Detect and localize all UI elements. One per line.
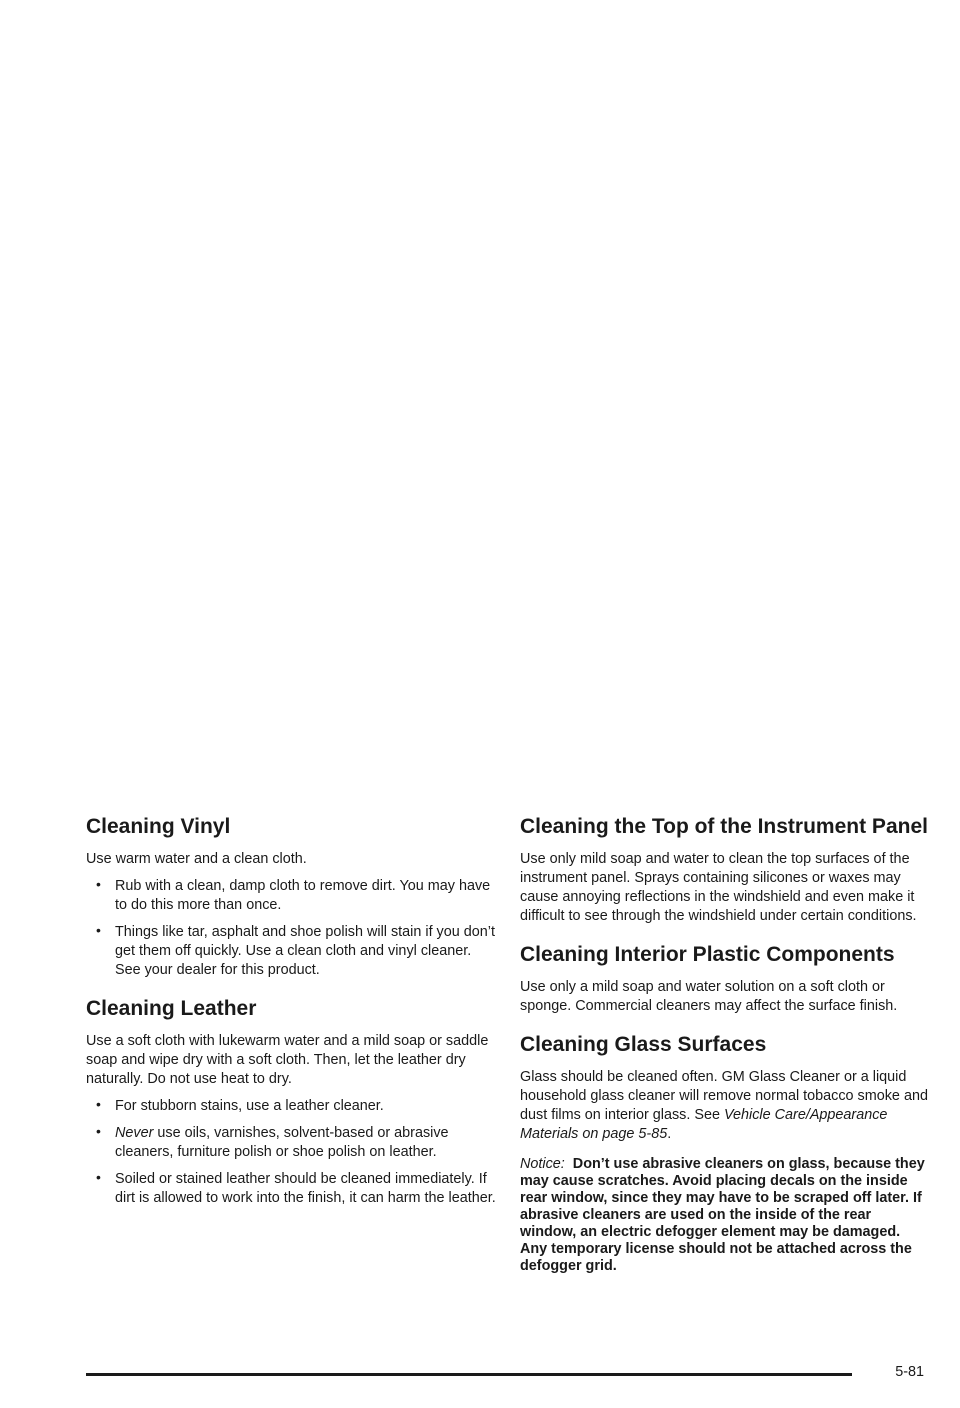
plastic-body: Use only a mild soap and water solution on a soft cloth or sponge. Commercial cleaners may affect the surface finish. [520, 979, 898, 1014]
list-item-text: Rub with a clean, damp cloth to remove dirt. You may have to do this more than once. [115, 878, 491, 913]
list-item-text: For stubborn stains, use a leather cleaner. [115, 1098, 384, 1114]
list-item-text: use oils, varnishes, solvent-based or abrasive cleaners, furniture polish or shoe polish on leather. [115, 1125, 449, 1160]
heading-cleaning-leather: Cleaning Leather [86, 997, 257, 1020]
bullet-icon: • [96, 1096, 101, 1112]
list-item [86, 1097, 496, 1116]
bullet-icon: • [96, 876, 101, 892]
heading-cleaning-vinyl: Cleaning Vinyl [86, 815, 231, 838]
notice-block [520, 1156, 930, 1275]
heading-cleaning-instrument-panel: Cleaning the Top of the Instrument Panel [520, 815, 928, 838]
heading-cleaning-plastic: Cleaning Interior Plastic Components [520, 943, 895, 966]
glass-body-text: Glass should be cleaned often. GM Glass Cleaner or a liquid household glass cleaner will remove normal tobacco smoke and dust films on interior glass. See [520, 1069, 928, 1123]
glass-body-end: . [667, 1126, 672, 1142]
notice-text: Don’t use abrasive cleaners on glass, because they may cause scratches. Avoid placing decals on the inside rear window, since they may have to be scraped off later. If abrasive cleaners are used on the inside of the rear window, an electric defogger element may be damaged. Any temporary license should not be attached across the defogger grid. [520, 1156, 925, 1274]
cross-reference-link[interactable]: Vehicle Care/Appearance Materials on page 5-85 [520, 1107, 888, 1142]
bullet-icon: • [96, 1123, 101, 1139]
list-item [86, 1124, 496, 1162]
leather-bullet-list [86, 1097, 496, 1208]
heading-cleaning-glass: Cleaning Glass Surfaces [520, 1033, 767, 1056]
left-column [86, 812, 496, 1216]
right-column [520, 812, 930, 1283]
list-item [86, 877, 496, 915]
bullet-icon: • [96, 1169, 101, 1185]
list-item-text: Soiled or stained leather should be cleaned immediately. If dirt is allowed to work into the finish, it can harm the leather. [115, 1171, 496, 1206]
emphasis-never: Never [115, 1125, 154, 1141]
vinyl-intro: Use warm water and a clean cloth. [86, 851, 307, 867]
notice-label: Notice: [520, 1156, 565, 1172]
vinyl-bullet-list [86, 877, 496, 980]
instrument-panel-body: Use only mild soap and water to clean the top surfaces of the instrument panel. Sprays containing silicones or waxes may cause annoying reflections in the windshield and even make it difficult to see through the windshield under certain conditions. [520, 851, 917, 924]
page-number: 5-81 [895, 1364, 924, 1380]
glass-body [520, 1068, 930, 1144]
list-item-text: Things like tar, asphalt and shoe polish will stain if you don’t get them off quickly. Use a clean cloth and vinyl cleaner. See your dealer for this product. [115, 924, 495, 978]
list-item [86, 1170, 496, 1208]
footer-rule [86, 1373, 852, 1376]
bullet-icon: • [96, 922, 101, 938]
list-item [86, 923, 496, 980]
leather-intro: Use a soft cloth with lukewarm water and a mild soap or saddle soap and wipe dry with a soft cloth. Then, let the leather dry naturally. Do not use heat to dry. [86, 1033, 489, 1087]
